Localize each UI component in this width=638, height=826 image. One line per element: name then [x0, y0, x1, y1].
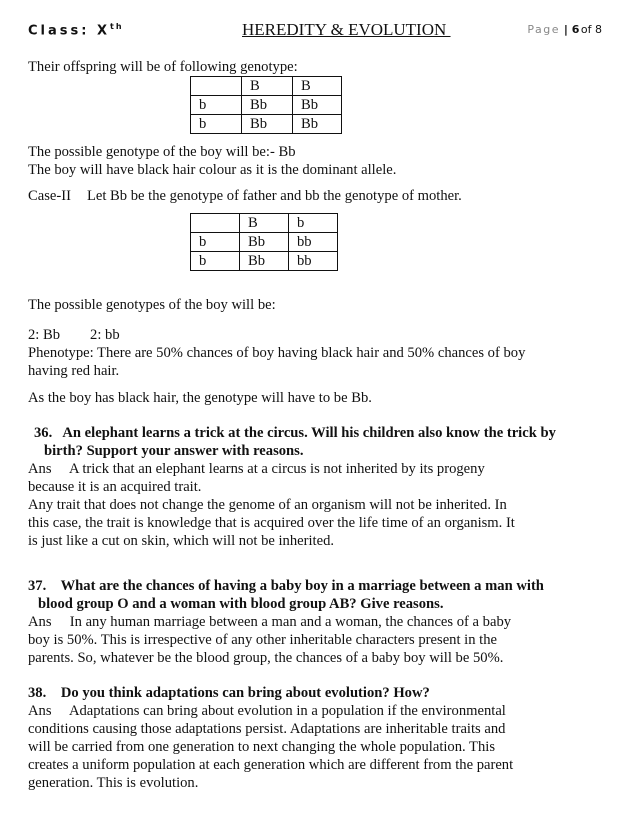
table-cell: Bb: [240, 233, 289, 252]
q37-line-1: 37. What are the chances of having a baby boy in a marriage between a man with: [28, 578, 544, 594]
case2-possible: The possible genotypes of the boy will be:: [28, 297, 276, 313]
table-cell: b: [191, 96, 242, 115]
table-cell: B: [242, 77, 293, 96]
q37-answer-3: parents. So, whatever be the blood group, the chances of a baby boy will be 50%.: [28, 650, 504, 666]
table-row: [191, 252, 338, 271]
table-cell: Bb: [242, 96, 293, 115]
table-row: [191, 77, 342, 96]
case2-label: Case-II: [28, 188, 71, 204]
phenotype-line-2: having red hair.: [28, 363, 120, 379]
table-cell: [191, 77, 242, 96]
q38-answer-5: generation. This is evolution.: [28, 775, 199, 791]
table-cell: b: [191, 115, 242, 134]
table-cell: bb: [289, 252, 338, 271]
case2-ratio: [28, 326, 120, 344]
q36-answer-1: Ans A trick that an elephant learns at a circus is not inherited by its progeny: [28, 461, 485, 477]
q38-answer-4: creates a uniform population at each generation which are different from the parent: [28, 757, 514, 773]
q36-line-2: birth? Support your answer with reasons.: [44, 443, 304, 459]
conclusion-line: As the boy has black hair, the genotype will have to be Bb.: [28, 390, 372, 406]
table-row: [191, 115, 342, 134]
q37-line-2: blood group O and a woman with blood group AB? Give reasons.: [38, 596, 444, 612]
table-cell: b: [191, 233, 240, 252]
case1-genotype: The possible genotype of the boy will be:- Bb: [28, 144, 296, 160]
table-row: [191, 96, 342, 115]
q36-answer-4: this case, the trait is knowledge that is acquired over the life time of an organism. It: [28, 515, 515, 531]
page-title: HEREDITY & EVOLUTION: [242, 20, 451, 39]
table-cell: Bb: [242, 115, 293, 134]
page-header: [28, 22, 602, 42]
q36-line-1: 36. An elephant learns a trick at the circus. Will his children also know the trick by: [34, 425, 556, 441]
table-cell: bb: [289, 233, 338, 252]
ratio-bb-upper: 2: Bb: [28, 327, 61, 343]
q36-answer-5: is just like a cut on skin, which will not be inherited.: [28, 533, 335, 549]
table-cell: b: [289, 214, 338, 233]
class-label: Class: Xth: [28, 22, 124, 39]
table-cell: Bb: [293, 115, 342, 134]
q37-answer-1: Ans In any human marriage between a man and a woman, the chances of a baby: [28, 614, 512, 630]
ratio-bb-lower: 2: bb: [90, 327, 120, 343]
table-row: [191, 214, 338, 233]
case1-dominant: The boy will have black hair colour as it is the dominant allele.: [28, 162, 397, 178]
table-cell: [191, 214, 240, 233]
q38-answer-1: Ans Adaptations can bring about evolution in a population if the environmental: [28, 703, 506, 719]
intro-line: Their offspring will be of following genotype:: [28, 59, 298, 75]
q37-answer-2: boy is 50%. This is irrespective of any other inheritable characters present in the: [28, 632, 498, 648]
table-cell: B: [240, 214, 289, 233]
table-cell: B: [293, 77, 342, 96]
table-cell: b: [191, 252, 240, 271]
table-row: [191, 233, 338, 252]
q36-answer-2: because it is an acquired trait.: [28, 479, 202, 495]
page-number: Page | 6of 8: [527, 23, 602, 36]
q36-answer-3: Any trait that does not change the genome of an organism will not be inherited. In: [28, 497, 507, 513]
phenotype-line-1: Phenotype: There are 50% chances of boy having black hair and 50% chances of boy: [28, 345, 526, 361]
genotype-table-1: [190, 76, 342, 134]
case2-text: Let Bb be the genotype of father and bb the genotype of mother.: [86, 188, 462, 204]
table-cell: Bb: [240, 252, 289, 271]
genotype-table-2: [190, 213, 338, 271]
q38-answer-3: will be carried from one generation to next changing the whole population. This: [28, 739, 496, 755]
q38-answer-2: conditions causing those adaptations persist. Adaptations are inheritable traits and: [28, 721, 506, 737]
table-cell: Bb: [293, 96, 342, 115]
case2-heading: [28, 187, 462, 205]
q38-line-1: 38. Do you think adaptations can bring about evolution? How?: [28, 685, 430, 701]
